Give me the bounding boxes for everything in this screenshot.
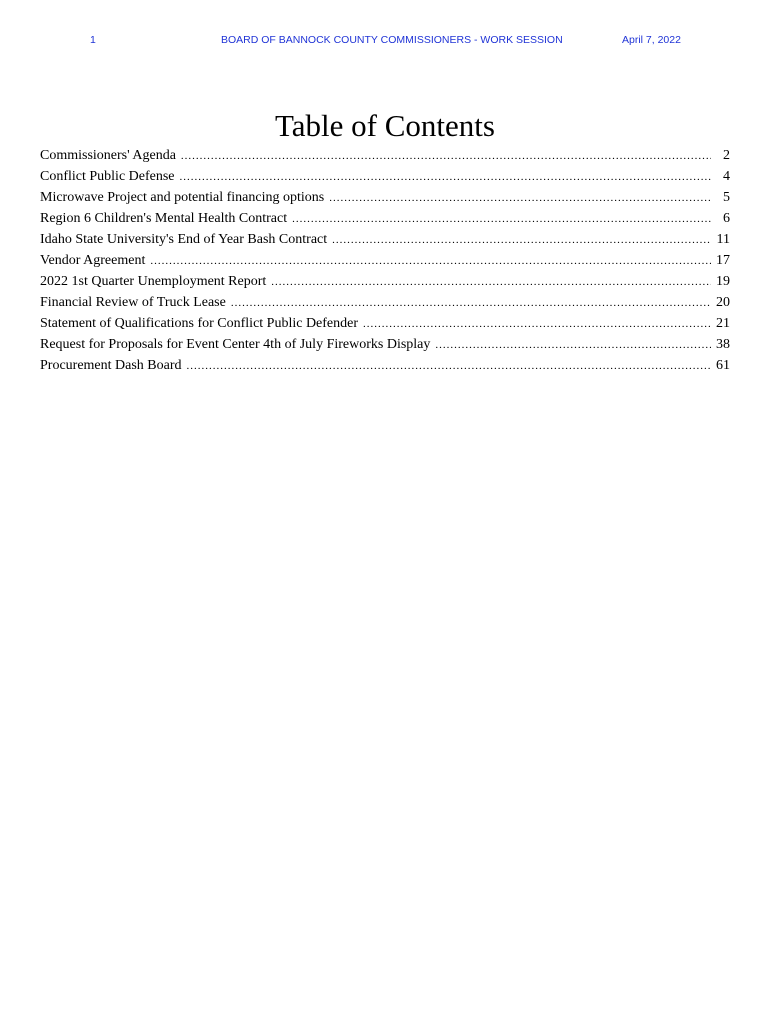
toc-entry-page[interactable]: 19 bbox=[716, 274, 730, 289]
toc-dot-leader bbox=[150, 250, 711, 272]
toc-entry-page[interactable]: 4 bbox=[723, 169, 730, 184]
toc-entry[interactable] bbox=[40, 166, 730, 187]
toc-entry[interactable] bbox=[40, 229, 730, 250]
toc-entry[interactable] bbox=[40, 355, 730, 376]
toc-entry-page[interactable]: 61 bbox=[716, 358, 730, 373]
toc-entry-page[interactable]: 5 bbox=[723, 190, 730, 205]
toc-entry[interactable] bbox=[40, 187, 730, 208]
header-date: April 7, 2022 bbox=[622, 34, 681, 46]
toc-entry-label[interactable]: 2022 1st Quarter Unemployment Report bbox=[40, 274, 267, 289]
toc-dot-leader bbox=[180, 166, 711, 188]
toc-entry-page[interactable]: 2 bbox=[723, 148, 730, 163]
toc-entry[interactable] bbox=[40, 145, 730, 166]
toc-entry[interactable] bbox=[40, 271, 730, 292]
toc-entry[interactable] bbox=[40, 292, 730, 313]
header-title: BOARD OF BANNOCK COUNTY COMMISSIONERS - WORK SESSION bbox=[221, 34, 563, 46]
toc-entry-label[interactable]: Request for Proposals for Event Center 4th of July Fireworks Display bbox=[40, 337, 431, 352]
toc-entry-label[interactable]: Statement of Qualifications for Conflict Public Defender bbox=[40, 316, 359, 331]
toc-entry-page[interactable]: 11 bbox=[716, 232, 730, 247]
toc-entry-page[interactable]: 21 bbox=[716, 316, 730, 331]
toc-dot-leader bbox=[181, 145, 711, 167]
page-header bbox=[0, 34, 770, 48]
toc-dot-leader bbox=[231, 292, 711, 314]
toc-entry-label[interactable]: Idaho State University's End of Year Bash Contract bbox=[40, 232, 328, 247]
toc-dot-leader bbox=[329, 187, 711, 209]
toc-entry[interactable] bbox=[40, 313, 730, 334]
toc-entry-label[interactable]: Microwave Project and potential financing options bbox=[40, 190, 325, 205]
toc-entry-label[interactable]: Financial Review of Truck Lease bbox=[40, 295, 226, 310]
toc-dot-leader bbox=[292, 208, 711, 230]
toc-entry-label[interactable]: Commissioners' Agenda bbox=[40, 148, 176, 163]
toc-entry-label[interactable]: Region 6 Children's Mental Health Contract bbox=[40, 211, 288, 226]
toc-entry-page[interactable]: 6 bbox=[723, 211, 730, 226]
toc-entry-page[interactable]: 20 bbox=[716, 295, 730, 310]
toc-entry[interactable] bbox=[40, 208, 730, 229]
toc-dot-leader bbox=[435, 334, 711, 356]
toc-title: Table of Contents bbox=[275, 108, 495, 143]
toc-entry[interactable] bbox=[40, 334, 730, 355]
toc-dot-leader bbox=[332, 229, 711, 251]
toc-dot-leader bbox=[187, 355, 711, 377]
toc-entry-page[interactable]: 38 bbox=[716, 337, 730, 352]
toc-entry-label[interactable]: Vendor Agreement bbox=[40, 253, 146, 268]
toc-entry-label[interactable]: Conflict Public Defense bbox=[40, 169, 175, 184]
toc-list bbox=[40, 145, 730, 376]
toc-entry-label[interactable]: Procurement Dash Board bbox=[40, 358, 182, 373]
toc-entry-page[interactable]: 17 bbox=[716, 253, 730, 268]
toc-entry[interactable] bbox=[40, 250, 730, 271]
toc-dot-leader bbox=[363, 313, 711, 335]
header-page-number: 1 bbox=[90, 34, 96, 46]
toc-dot-leader bbox=[271, 271, 711, 293]
